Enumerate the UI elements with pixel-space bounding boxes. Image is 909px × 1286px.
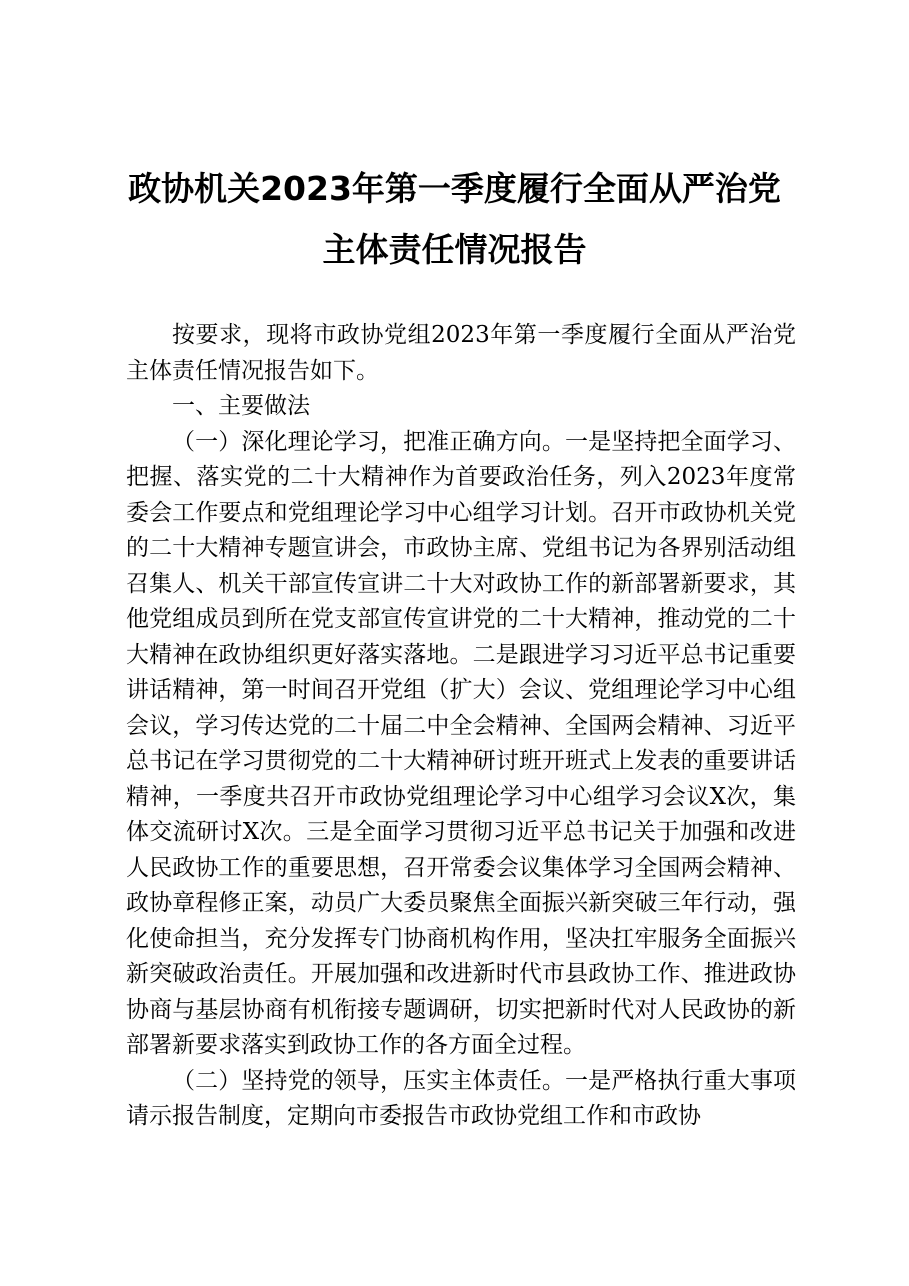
paragraph-intro: 按要求，现将市政协党组2023年第一季度履行全面从严治党主体责任情况报告如下。 [126,322,796,384]
document-title-line-1: 政协机关2023年第一季度履行全面从严治党 [128,169,781,208]
paragraph-theory-study: （一）深化理论学习，把准正确方向。一是坚持把全面学习、把握、落实党的二十大精神作为首要政治任务，列入2023年度常委会工作要点和党组理论学习中心组学习计划。召开市政协机关党的二十大精神专题宣讲会，市政协主席、党组书记为各界别活动组召集人、机关干部宣传宣讲二十大对政协工作的新部署新要求，其他党组成员到所在党支部宣传宣讲党的二十大精神，推动党的二十大精神在政协组织更好落实落地。二是跟进学习习近平总书记重要讲话精神，第一时间召开党组（扩大）会议、党组理论学习中心组会议，学习传达党的二十届二中全会精神、全国两会精神、习近平总书记在学习贯彻党的二十大精神研讨班开班式上发表的重要讲话精神，一季度共召开市政协党组理论学习中心组学习会议X次，集体交流研讨X次。三是全面学习贯彻习近平总书记关于加强和改进人民政协工作的重要思想，召开常委会议集体学习全国两会精神、政协章程修正案，动员广大委员聚焦全面振兴新突破三年行动，强化使命担当，充分发挥专门协商机构作用，坚决扛牢服务全面振兴新突破政治责任。开展加强和改进新时代市县政协工作、推进政协协商与基层协商有机衔接专题调研，切实把新时代对人民政协的新部署新要求落实到政协工作的各方面全过程。 [126,428,796,1058]
paragraph-party-leadership: （二）坚持党的领导，压实主体责任。一是严格执行重大事项请示报告制度，定期向市委报告市政协党组工作和市政协 [126,1067,796,1129]
document-title-line-2: 主体责任情况报告 [322,230,587,269]
section-heading-main-practices: 一、主要做法 [172,393,310,419]
document-body [126,318,796,1135]
